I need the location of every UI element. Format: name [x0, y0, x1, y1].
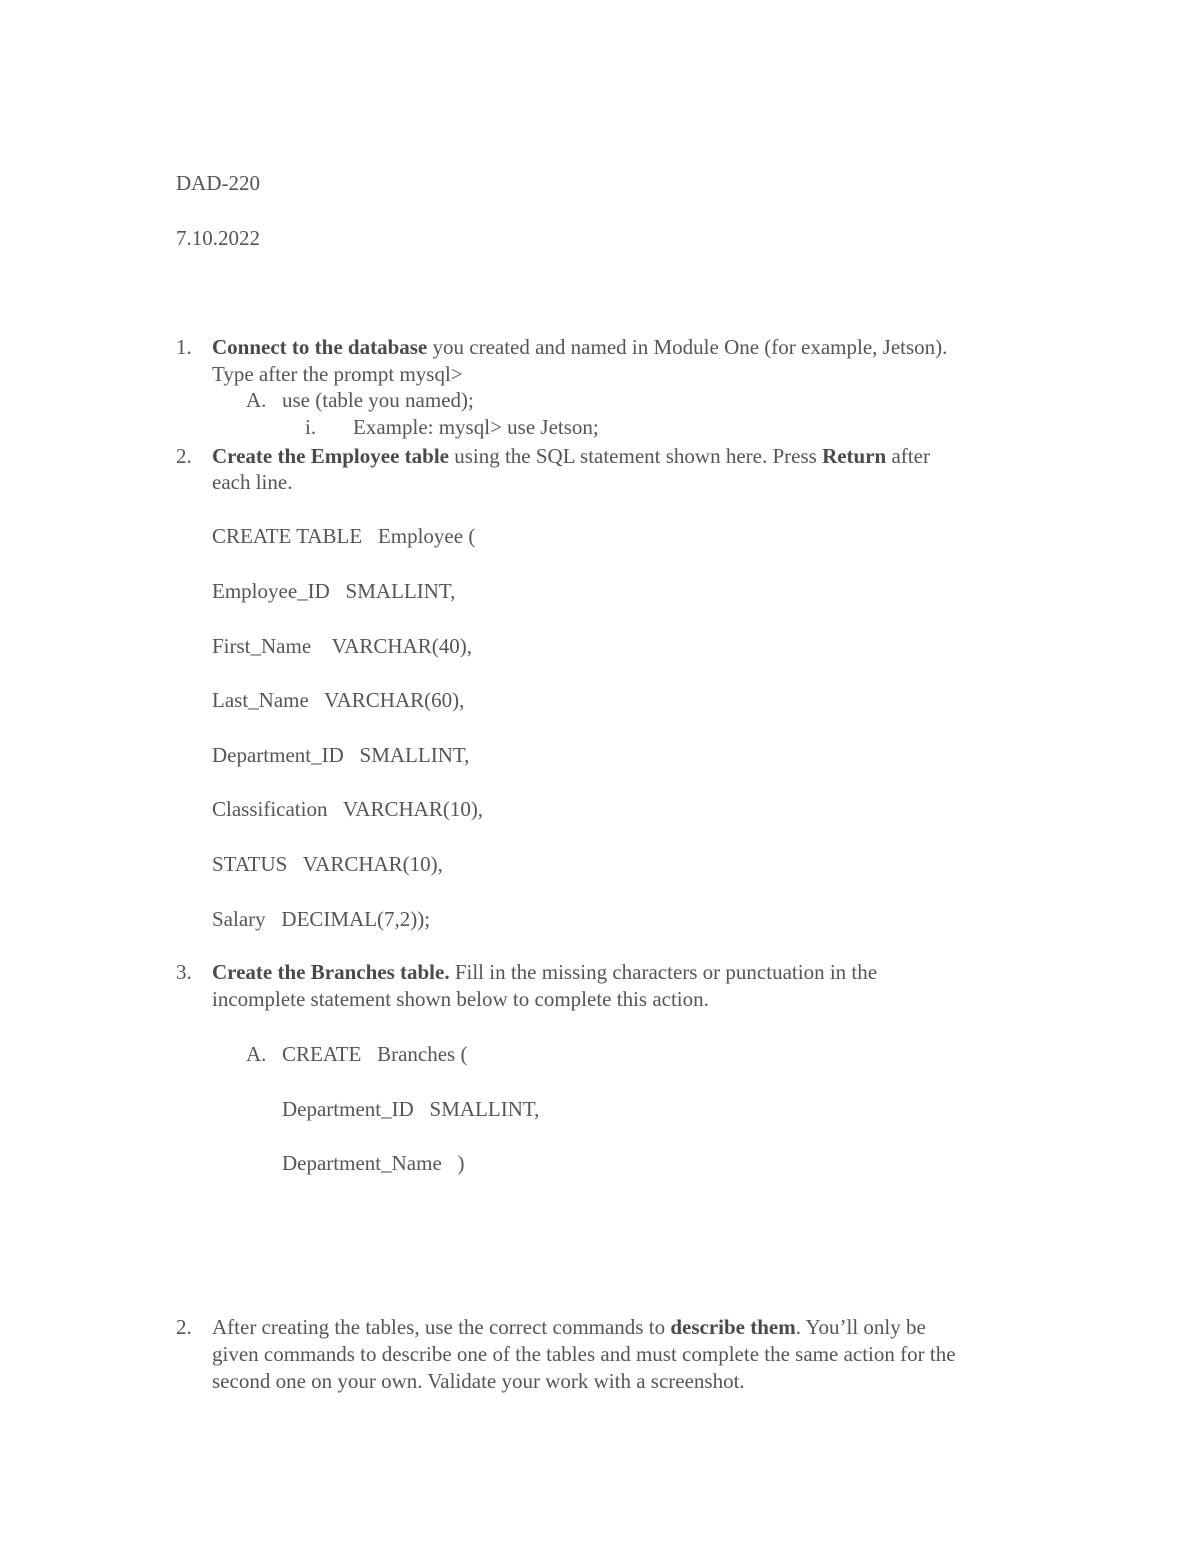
list-number: 3.: [176, 960, 192, 984]
item-text-continued: given commands to describe one of the tables and must complete the same action for the: [212, 1342, 956, 1366]
sub-list-text: use (table you named);: [282, 388, 474, 412]
document-date: 7.10.2022: [176, 226, 260, 250]
bold-phrase: describe them: [670, 1315, 796, 1339]
list-item-text: [212, 334, 947, 361]
bold-phrase: Connect to the database: [212, 335, 428, 359]
sql-line: Department_ID SMALLINT,: [282, 1097, 540, 1121]
sql-line: Classification VARCHAR(10),: [212, 797, 484, 821]
sub-list-marker: A.: [246, 388, 267, 412]
list-item-text: [212, 959, 877, 986]
bold-phrase: Create the Employee table: [212, 444, 449, 468]
item-text-continued: Type after the prompt mysql>: [212, 362, 463, 386]
bold-phrase: Return: [822, 444, 887, 468]
sql-line: Department_ID SMALLINT,: [212, 743, 470, 767]
sql-line: STATUS VARCHAR(10),: [212, 852, 443, 876]
item-text-continued: incomplete statement shown below to complete this action.: [212, 987, 709, 1011]
list-item-text: [212, 443, 930, 470]
item-text: using the SQL statement shown here. Press: [448, 444, 823, 468]
sub-list-marker: A.: [246, 1042, 267, 1066]
item-text-continued: second one on your own. Validate your work with a screenshot.: [212, 1369, 745, 1393]
list-number: 2.: [176, 444, 192, 468]
sql-line: Last_Name VARCHAR(60),: [212, 688, 465, 712]
sql-line: First_Name VARCHAR(40),: [212, 634, 472, 658]
item-text: Fill in the missing characters or punctuation in the: [449, 960, 878, 984]
sub-sub-list-marker: i.: [305, 415, 317, 439]
bold-phrase: Create the Branches table.: [212, 960, 450, 984]
sql-line: Department_Name ): [282, 1151, 465, 1175]
item-text-continued: each line.: [212, 470, 293, 494]
sql-line: Salary DECIMAL(7,2));: [212, 907, 431, 931]
item-text: After creating the tables, use the correct commands to: [212, 1315, 671, 1339]
item-text: after: [886, 444, 930, 468]
item-text: . You’ll only be: [795, 1315, 926, 1339]
course-code: DAD-220: [176, 171, 260, 195]
list-item-text: [212, 1314, 926, 1341]
list-number: 1.: [176, 335, 192, 359]
sql-line: CREATE Branches (: [282, 1042, 468, 1066]
list-number: 2.: [176, 1315, 192, 1339]
sub-sub-list-text: Example: mysql> use Jetson;: [353, 415, 599, 439]
sql-line: CREATE TABLE Employee (: [212, 524, 476, 548]
sql-line: Employee_ID SMALLINT,: [212, 579, 456, 603]
item-text: you created and named in Module One (for example, Jetson).: [427, 335, 948, 359]
